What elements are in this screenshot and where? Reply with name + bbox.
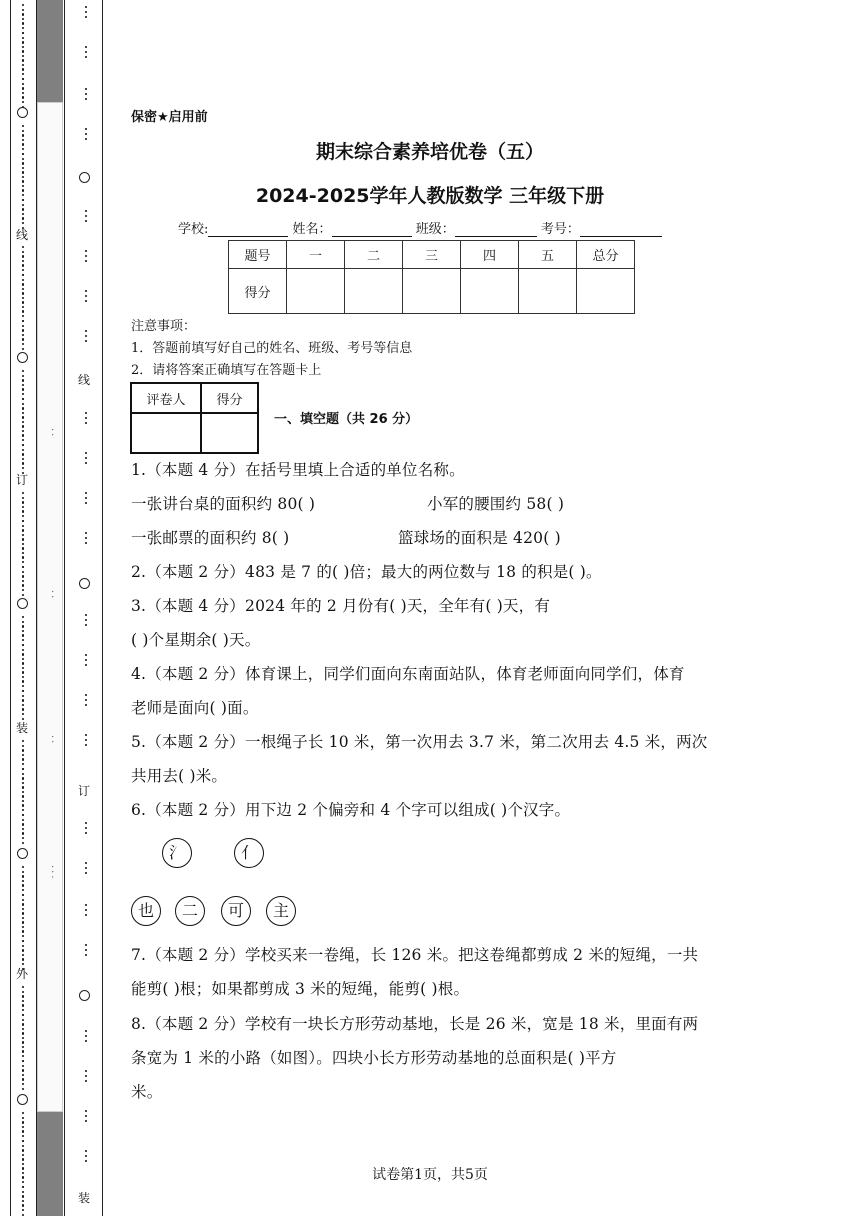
dotted-cut-mark [84,532,88,547]
dotted-cut-mark [84,88,88,103]
score-header: 题号 [229,241,287,269]
question-8-cont: 米。 [131,1083,163,1101]
dotted-cut-mark [84,290,88,305]
binding-hole-icon [17,598,28,609]
score-cell[interactable] [345,269,403,314]
dotted-cut-mark [84,250,88,265]
name-label: 姓名： [292,222,332,237]
binding-hole-icon [79,578,90,589]
gutter-label-bind: 订 [77,784,90,798]
dotted-cut-mark [84,492,88,507]
score-table [228,240,635,314]
question-2: 2.（本题 2 分）483 是 7 的( )倍；最大的两位数与 18 的积是( )。 [131,563,602,581]
dotted-cut-mark [84,862,88,877]
question-7-cont: 能剪( )根；如果都剪成 3 米的短绳，能剪( )根。 [131,980,470,998]
student-info-line [178,218,662,237]
question-3: 3.（本题 4 分）2024 年的 2 月份有( )天，全年有( )天，有 [131,597,551,615]
dotted-cut-mark [84,614,88,629]
dotted-cut-mark [84,694,88,709]
grader-table [130,382,259,454]
class-label: 班级： [415,222,455,237]
gutter-label-pack: 装 [77,1191,90,1205]
exam-subtitle: 2024-2025学年人教版数学 三年级下册 [255,185,605,207]
name-field[interactable] [332,222,412,237]
section-title: 一、填空题（共 26 分） [274,412,419,427]
dotted-cut-mark [84,1150,88,1165]
dotted-cut-mark [21,1078,25,1093]
question-8-cont: 条宽为 1 米的小路（如图）。四块小长方形劳动基地的总面积是( )平方 [131,1049,617,1067]
class-field[interactable] [455,222,537,237]
school-label: 学校: [178,222,209,237]
score-header: 四 [461,241,519,269]
exam-no-field[interactable] [580,222,662,237]
question-5-cont: 共用去( )米。 [131,767,228,785]
binding-hole-icon [17,1094,28,1105]
notes-item: 2．请将答案正确填写在答题卡上 [131,363,322,378]
dotted-cut-mark [84,210,88,225]
dotted-cut-mark [84,1070,88,1085]
dotted-cut-mark [84,904,88,919]
confidential-label: 保密★启用前 [131,110,208,125]
question-1: 1.（本题 4 分）在括号里填上合适的单位名称。 [131,461,465,479]
gutter-mid-mark: ·· [46,590,57,601]
score-row-label: 得分 [229,269,287,314]
question-5: 5.（本题 2 分）一根绳子长 10 米，第一次用去 3.7 米，第二次用去 4.5 米，两次 [131,733,708,751]
gutter-strip [37,102,63,1112]
char-circle: 主 [266,896,296,926]
dotted-cut-mark [84,822,88,837]
grader-score-cell[interactable] [201,413,258,453]
notes-block [131,316,412,382]
binding-hole-icon [79,990,90,1001]
char-circle: 也 [131,896,161,926]
question-1-item: 小军的腰围约 58( ) [427,495,565,513]
char-circle: 二 [175,896,205,926]
score-header: 三 [403,241,461,269]
dotted-cut-mark [21,584,25,599]
radical-circle: 亻 [234,838,264,868]
reviewer-label: 评卷人 [131,383,201,413]
question-4-cont: 老师是面向( )面。 [131,699,259,717]
score-cell[interactable] [577,269,635,314]
dotted-cut-mark [84,944,88,959]
question-1-item: 一张讲台桌的面积约 80( ) [131,495,316,513]
dotted-cut-mark [84,452,88,467]
dotted-cut-mark [84,1110,88,1125]
page-footer: 试卷第1页，共5页 [372,1167,488,1183]
gutter-label-bind: 订 [15,473,28,487]
dotted-cut-mark [84,6,88,21]
question-3-cont: ( )个星期余( )天。 [131,631,261,649]
score-cell[interactable] [403,269,461,314]
gutter-label-line: 线 [77,373,90,387]
score-cell[interactable] [519,269,577,314]
score-header: 二 [345,241,403,269]
dotted-cut-mark [84,412,88,427]
reviewer-cell[interactable] [131,413,201,453]
score-cell[interactable] [287,269,345,314]
question-4: 4.（本题 2 分）体育课上，同学们面向东南面站队，体育老师面向同学们，体育 [131,665,685,683]
dotted-cut-mark [84,1030,88,1045]
dotted-cut-mark [84,654,88,669]
grader-score-label: 得分 [201,383,258,413]
gutter-mid-mark: ·· [46,735,57,746]
dotted-cut-mark [21,338,25,353]
binding-hole-icon [17,848,28,859]
binding-hole-icon [17,107,28,118]
question-1-item: 篮球场的面积是 420( ) [398,529,561,547]
score-cell[interactable] [461,269,519,314]
radical-circle: 氵 [162,838,192,868]
gutter-mid-mark: ··· [46,865,57,881]
question-8: 8.（本题 2 分）学校有一块长方形劳动基地，长是 26 米，宽是 18 米，里面有两 [131,1015,699,1033]
score-header: 五 [519,241,577,269]
question-1-item: 一张邮票的面积约 8( ) [131,529,290,547]
binding-hole-icon [17,352,28,363]
exam-no-label: 考号： [540,222,580,237]
dotted-cut-mark [21,1204,25,1219]
dotted-cut-mark [84,46,88,61]
score-header: 总分 [577,241,635,269]
gutter-label-outside: 外 [15,967,28,981]
dotted-cut-mark [84,734,88,749]
char-circle: 可 [221,896,251,926]
dotted-cut-mark [21,832,25,847]
question-7: 7.（本题 2 分）学校买来一卷绳，长 126 米。把这卷绳都剪成 2 米的短绳，一共 [131,946,699,964]
notes-item: 1．答题前填写好自己的姓名、班级、考号等信息 [131,341,413,356]
gutter-label-pack: 装 [15,721,28,735]
exam-title: 期末综合素养培优卷（五） [315,141,544,163]
school-field[interactable] [208,222,288,237]
question-6: 6.（本题 2 分）用下边 2 个偏旁和 4 个字可以组成( )个汉字。 [131,801,571,819]
dotted-cut-mark [84,330,88,345]
gutter-label-line: 线 [15,228,28,242]
gutter-mid-mark: ·· [46,428,57,439]
notes-heading: 注意事项： [131,319,197,334]
score-header: 一 [287,241,345,269]
gutter-shade-top [37,0,63,102]
